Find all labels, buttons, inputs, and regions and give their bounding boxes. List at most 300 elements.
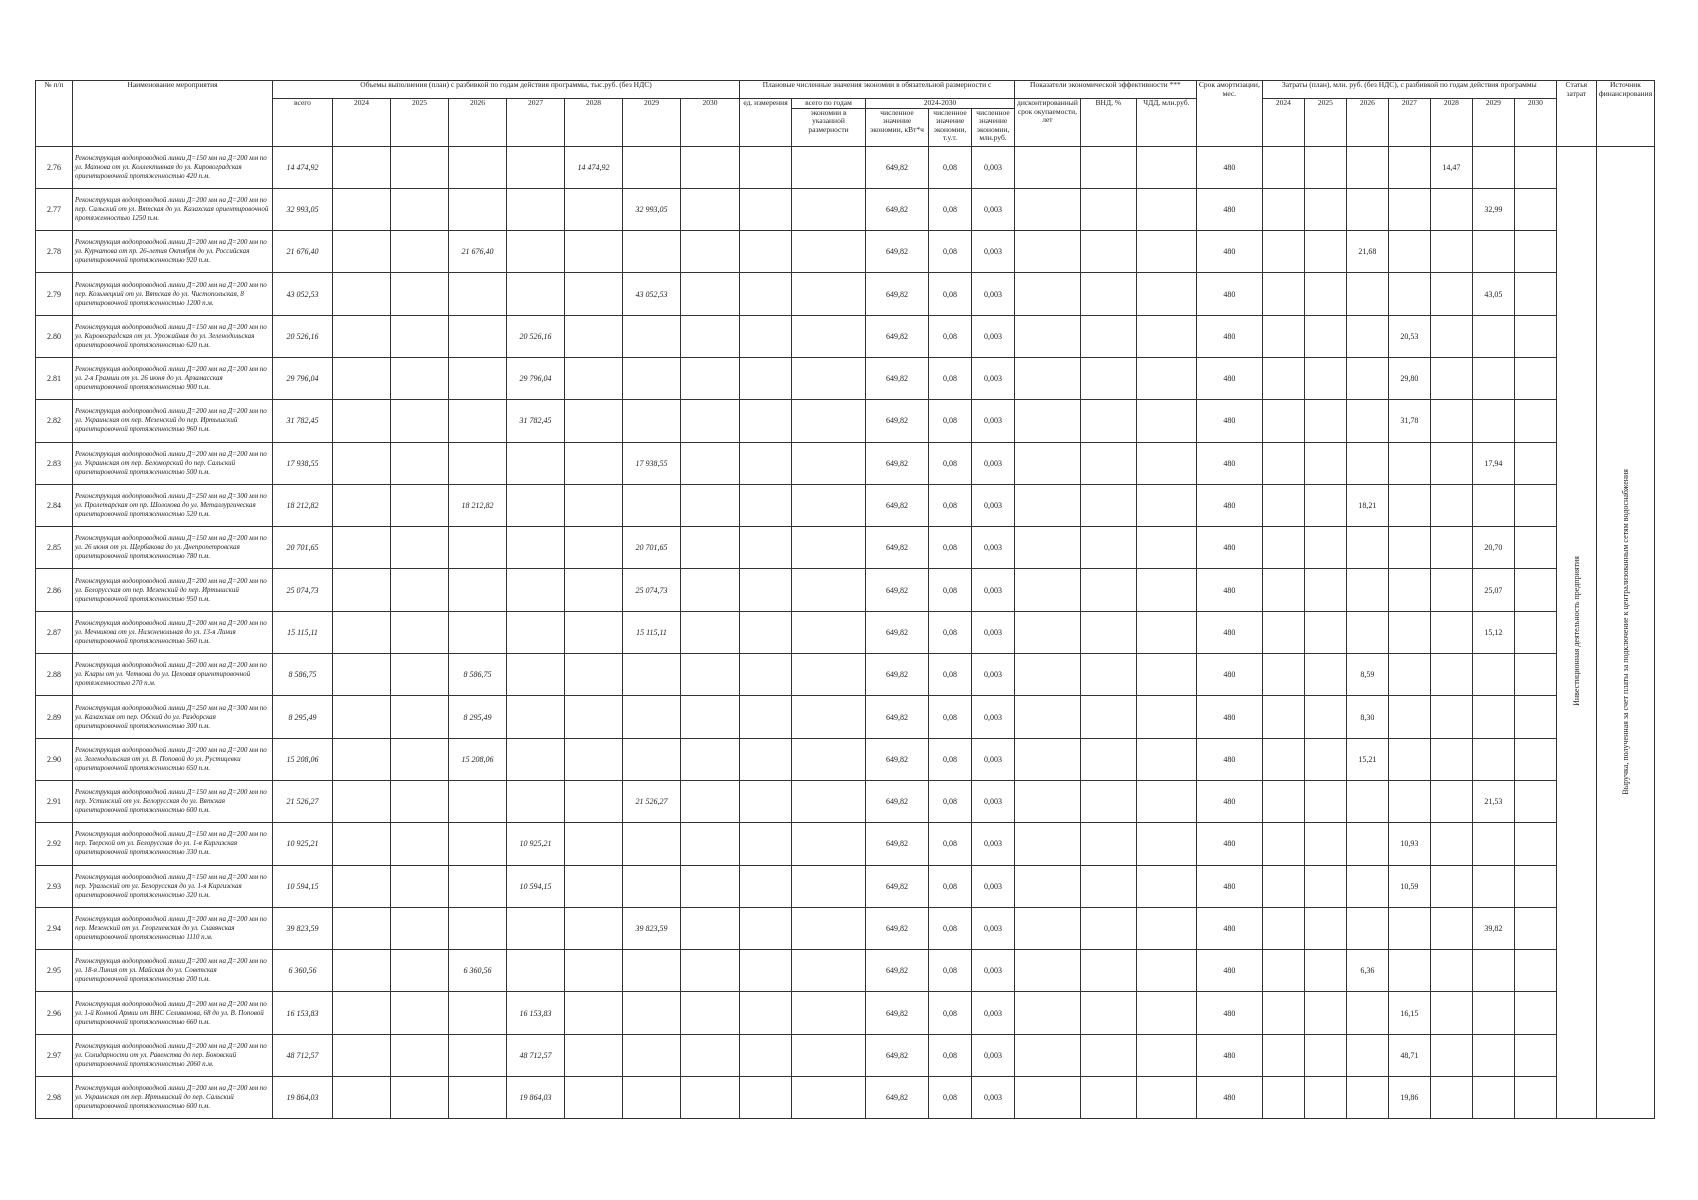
row-all-years [792, 442, 866, 484]
header-article: Статья затрат [1556, 81, 1596, 147]
row-amort: 480 [1196, 146, 1262, 188]
row-irr [1080, 400, 1136, 442]
row-tut: 0,08 [929, 611, 972, 653]
row-year-empty [391, 992, 449, 1034]
row-cost-empty [1472, 357, 1514, 399]
row-year-value: 39 823,59 [623, 907, 681, 949]
row-name: Реконструкция водопроводной линии Д=200 мм на Д=200 мм по ул. Клары от ул. Четвова до ул. Цеховая ориентировочной протяженностью 270 п.м. [73, 654, 273, 696]
row-cost-empty [1304, 1077, 1346, 1119]
row-irr [1080, 738, 1136, 780]
row-cost-empty [1262, 231, 1304, 273]
row-mln: 0,003 [972, 442, 1015, 484]
row-cost-empty [1262, 950, 1304, 992]
row-mln: 0,003 [972, 146, 1015, 188]
row-number: 2.84 [36, 484, 73, 526]
row-cost-empty [1262, 569, 1304, 611]
row-cost-empty [1388, 527, 1430, 569]
row-cost-empty [1430, 231, 1472, 273]
row-number: 2.80 [36, 315, 73, 357]
header-total: всего [273, 99, 333, 147]
row-year-empty [333, 1034, 391, 1076]
row-total: 16 153,83 [273, 992, 333, 1034]
row-year-value: 43 052,53 [623, 273, 681, 315]
row-cost-empty [1514, 950, 1556, 992]
row-cost-empty [1430, 1077, 1472, 1119]
row-total: 32 993,05 [273, 188, 333, 230]
row-mln: 0,003 [972, 950, 1015, 992]
row-npv [1136, 569, 1196, 611]
row-year-empty [391, 696, 449, 738]
row-year-empty [391, 188, 449, 230]
row-year-empty [333, 484, 391, 526]
row-year-empty [333, 907, 391, 949]
row-tut: 0,08 [929, 569, 972, 611]
row-number: 2.86 [36, 569, 73, 611]
row-npv [1136, 696, 1196, 738]
row-total: 10 594,15 [273, 865, 333, 907]
row-cost-empty [1346, 400, 1388, 442]
row-year-empty [449, 907, 507, 949]
row-irr [1080, 146, 1136, 188]
row-cost-empty [1262, 1077, 1304, 1119]
row-cost-value: 16,15 [1388, 992, 1430, 1034]
row-unit [740, 188, 792, 230]
row-year-value: 25 074,73 [623, 569, 681, 611]
row-cost-empty [1514, 357, 1556, 399]
header-year-2030: 2030 [681, 99, 740, 147]
row-irr [1080, 1034, 1136, 1076]
row-cost-empty [1346, 907, 1388, 949]
row-cost-empty [1304, 823, 1346, 865]
row-cost-empty [1514, 400, 1556, 442]
row-kwh: 649,82 [866, 146, 929, 188]
row-cost-empty [1514, 146, 1556, 188]
row-all-years [792, 357, 866, 399]
row-amort: 480 [1196, 231, 1262, 273]
row-total: 21 676,40 [273, 231, 333, 273]
row-number: 2.92 [36, 823, 73, 865]
row-cost-empty [1304, 357, 1346, 399]
row-name: Реконструкция водопроводной линии Д=200 мм на Д=200 мм по ул. Белорусская от пер. Мезенский до пер. Иртышский ориентировочной протяженностью 950 п.м. [73, 569, 273, 611]
row-unit [740, 992, 792, 1034]
row-cost-value: 18,21 [1346, 484, 1388, 526]
row-cost-empty [1346, 527, 1388, 569]
row-irr [1080, 1077, 1136, 1119]
row-total: 18 212,82 [273, 484, 333, 526]
row-year-value: 8 295,49 [449, 696, 507, 738]
row-year-empty [449, 569, 507, 611]
row-number: 2.89 [36, 696, 73, 738]
row-kwh: 649,82 [866, 484, 929, 526]
row-year-empty [681, 907, 740, 949]
row-npv [1136, 611, 1196, 653]
row-year-empty [333, 823, 391, 865]
row-year-value: 14 474,92 [565, 146, 623, 188]
row-name: Реконструкция водопроводной линии Д=200 мм на Д=200 мм по пер. Козьмецкий от ул. Вятская до ул. Чистопольская, 8 ориентировочной протяженностью 1200 п.м. [73, 273, 273, 315]
row-cost-empty [1262, 527, 1304, 569]
row-cost-empty [1346, 442, 1388, 484]
row-year-value: 21 526,27 [623, 780, 681, 822]
row-year-empty [623, 823, 681, 865]
row-unit [740, 823, 792, 865]
row-number: 2.94 [36, 907, 73, 949]
row-year-value: 48 712,57 [507, 1034, 565, 1076]
row-cost-empty [1514, 907, 1556, 949]
row-year-empty [681, 569, 740, 611]
row-irr [1080, 357, 1136, 399]
row-cost-empty [1346, 1077, 1388, 1119]
row-year-value: 16 153,83 [507, 992, 565, 1034]
header-irr: ВНД, % [1080, 99, 1136, 147]
row-year-empty [449, 146, 507, 188]
row-total: 15 208,06 [273, 738, 333, 780]
row-cost-empty [1388, 780, 1430, 822]
row-mln: 0,003 [972, 823, 1015, 865]
row-cost-value: 6,36 [1346, 950, 1388, 992]
table-row [36, 569, 1655, 611]
row-number: 2.96 [36, 992, 73, 1034]
row-irr [1080, 654, 1136, 696]
header-val-mln: численное значение экономии, млн.руб. [972, 108, 1015, 146]
row-name: Реконструкция водопроводной линии Д=250 мм на Д=300 мм по ул. Пролетарская от пр. Шолохова до ул. Металлургическая ориентировочной протяженностью 520 п.м. [73, 484, 273, 526]
header-cost-2026: 2026 [1346, 99, 1388, 147]
row-year-empty [449, 357, 507, 399]
row-irr [1080, 865, 1136, 907]
row-cost-empty [1262, 442, 1304, 484]
row-year-value: 8 586,75 [449, 654, 507, 696]
row-irr [1080, 780, 1136, 822]
row-year-empty [449, 273, 507, 315]
row-year-empty [391, 738, 449, 780]
row-cost-empty [1388, 611, 1430, 653]
header-num: № п/п [36, 81, 73, 147]
table-row [36, 188, 1655, 230]
row-amort: 480 [1196, 823, 1262, 865]
row-unit [740, 865, 792, 907]
row-cost-empty [1304, 569, 1346, 611]
row-name: Реконструкция водопроводной линии Д=200 мм на Д=200 мм по ул. Мечникова от ул. Нижненольная до ул. 13-я Линия ориентировочной протяженностью 560 п.м. [73, 611, 273, 653]
row-cost-empty [1514, 273, 1556, 315]
row-cost-empty [1388, 484, 1430, 526]
row-total: 8 586,75 [273, 654, 333, 696]
row-year-empty [449, 1077, 507, 1119]
row-year-value: 18 212,82 [449, 484, 507, 526]
row-total: 25 074,73 [273, 569, 333, 611]
table-row [36, 231, 1655, 273]
row-amort: 480 [1196, 950, 1262, 992]
row-cost-empty [1262, 611, 1304, 653]
row-number: 2.79 [36, 273, 73, 315]
row-year-empty [565, 907, 623, 949]
row-cost-empty [1430, 273, 1472, 315]
row-mln: 0,003 [972, 696, 1015, 738]
row-year-empty [507, 780, 565, 822]
row-cost-empty [1262, 696, 1304, 738]
row-irr [1080, 231, 1136, 273]
row-year-empty [449, 442, 507, 484]
row-year-empty [681, 611, 740, 653]
header-amort: Срок амортизации, мес. [1196, 81, 1262, 147]
row-npv [1136, 865, 1196, 907]
row-year-empty [623, 1034, 681, 1076]
row-cost-empty [1304, 188, 1346, 230]
row-kwh: 649,82 [866, 780, 929, 822]
row-kwh: 649,82 [866, 357, 929, 399]
row-year-empty [507, 611, 565, 653]
row-kwh: 649,82 [866, 865, 929, 907]
row-year-empty [333, 400, 391, 442]
row-year-empty [333, 273, 391, 315]
row-cost-empty [1262, 780, 1304, 822]
row-year-empty [391, 527, 449, 569]
row-cost-empty [1262, 907, 1304, 949]
row-all-years [792, 611, 866, 653]
row-unit [740, 273, 792, 315]
row-cost-empty [1304, 696, 1346, 738]
row-year-empty [507, 146, 565, 188]
row-cost-empty [1388, 738, 1430, 780]
table-row [36, 357, 1655, 399]
row-year-empty [333, 738, 391, 780]
row-year-empty [681, 273, 740, 315]
row-year-value: 20 526,16 [507, 315, 565, 357]
row-kwh: 649,82 [866, 823, 929, 865]
row-kwh: 649,82 [866, 442, 929, 484]
row-year-empty [333, 865, 391, 907]
row-all-years [792, 569, 866, 611]
row-cost-empty [1430, 654, 1472, 696]
row-year-empty [391, 569, 449, 611]
row-year-empty [681, 527, 740, 569]
row-unit [740, 146, 792, 188]
row-year-empty [391, 1034, 449, 1076]
row-year-value: 19 864,03 [507, 1077, 565, 1119]
row-unit [740, 231, 792, 273]
row-unit [740, 315, 792, 357]
header-cost-2029: 2029 [1472, 99, 1514, 147]
row-npv [1136, 188, 1196, 230]
row-year-empty [507, 950, 565, 992]
row-year-value: 20 701,65 [623, 527, 681, 569]
row-cost-empty [1346, 273, 1388, 315]
row-year-empty [565, 527, 623, 569]
row-year-empty [681, 1077, 740, 1119]
row-year-empty [391, 950, 449, 992]
row-year-empty [681, 865, 740, 907]
row-year-empty [565, 357, 623, 399]
row-kwh: 649,82 [866, 907, 929, 949]
row-cost-empty [1472, 1077, 1514, 1119]
row-year-value: 29 796,04 [507, 357, 565, 399]
row-year-empty [681, 231, 740, 273]
row-amort: 480 [1196, 992, 1262, 1034]
row-year-empty [391, 823, 449, 865]
row-npv [1136, 654, 1196, 696]
row-tut: 0,08 [929, 1034, 972, 1076]
row-cost-value: 19,86 [1388, 1077, 1430, 1119]
row-cost-empty [1472, 696, 1514, 738]
row-year-empty [681, 442, 740, 484]
row-kwh: 649,82 [866, 315, 929, 357]
row-year-empty [391, 400, 449, 442]
row-cost-empty [1304, 400, 1346, 442]
row-year-empty [565, 823, 623, 865]
row-discount [1015, 188, 1081, 230]
row-npv [1136, 780, 1196, 822]
row-cost-value: 39,82 [1472, 907, 1514, 949]
row-year-value: 32 993,05 [623, 188, 681, 230]
row-year-empty [681, 484, 740, 526]
row-cost-empty [1304, 231, 1346, 273]
row-year-empty [623, 865, 681, 907]
row-npv [1136, 484, 1196, 526]
row-number: 2.95 [36, 950, 73, 992]
row-cost-empty [1262, 484, 1304, 526]
row-total: 20 526,16 [273, 315, 333, 357]
row-year-value: 6 360,56 [449, 950, 507, 992]
row-name: Реконструкция водопроводной линии Д=250 мм на Д=300 мм по ул. Казахская от пер. Обский до ул. Раздорская ориентировочной протяженностью 300 п.м. [73, 696, 273, 738]
row-cost-empty [1346, 188, 1388, 230]
row-discount [1015, 611, 1081, 653]
row-cost-empty [1430, 484, 1472, 526]
row-tut: 0,08 [929, 738, 972, 780]
row-number: 2.91 [36, 780, 73, 822]
row-year-empty [449, 400, 507, 442]
row-year-empty [565, 611, 623, 653]
row-name: Реконструкция водопроводной линии Д=200 мм на Д=200 мм по ул. Украинская от пер. Беломорский до пер. Сальский ориентировочной протяженностью 500 п.м. [73, 442, 273, 484]
row-unit [740, 1034, 792, 1076]
row-year-value: 15 208,06 [449, 738, 507, 780]
row-cost-empty [1514, 654, 1556, 696]
row-year-empty [623, 400, 681, 442]
row-year-empty [565, 696, 623, 738]
row-cost-empty [1346, 611, 1388, 653]
header-cost-2028: 2028 [1430, 99, 1472, 147]
row-cost-empty [1304, 738, 1346, 780]
row-cost-empty [1304, 442, 1346, 484]
row-number: 2.81 [36, 357, 73, 399]
row-year-empty [623, 738, 681, 780]
row-cost-empty [1472, 865, 1514, 907]
table-row [36, 400, 1655, 442]
row-amort: 480 [1196, 315, 1262, 357]
row-cost-empty [1262, 188, 1304, 230]
row-year-empty [507, 442, 565, 484]
row-npv [1136, 1077, 1196, 1119]
table-row [36, 823, 1655, 865]
row-mln: 0,003 [972, 484, 1015, 526]
row-cost-empty [1262, 146, 1304, 188]
row-mln: 0,003 [972, 400, 1015, 442]
header-discount: дисконтированный срок окупаемости, лет [1015, 99, 1081, 147]
source-text: Выручка, полученная за счет платы за подключение к централизованным сетям водоснабжения [1620, 468, 1630, 795]
row-mln: 0,003 [972, 188, 1015, 230]
row-npv [1136, 400, 1196, 442]
row-all-years [792, 315, 866, 357]
row-unit [740, 527, 792, 569]
row-cost-value: 17,94 [1472, 442, 1514, 484]
row-kwh: 649,82 [866, 569, 929, 611]
row-npv [1136, 146, 1196, 188]
row-mln: 0,003 [972, 865, 1015, 907]
row-year-empty [565, 1077, 623, 1119]
row-discount [1015, 315, 1081, 357]
row-irr [1080, 188, 1136, 230]
row-cost-empty [1346, 1034, 1388, 1076]
row-year-empty [333, 315, 391, 357]
row-name: Реконструкция водопроводной линии Д=200 мм на Д=200 мм по ул. Солидарности от ул. Равенства до пер. Боковский ориентировочной протяженностью 2060 п.м. [73, 1034, 273, 1076]
row-cost-empty [1472, 654, 1514, 696]
row-amort: 480 [1196, 611, 1262, 653]
row-cost-empty [1514, 442, 1556, 484]
row-cost-empty [1430, 611, 1472, 653]
row-total: 19 864,03 [273, 1077, 333, 1119]
row-year-empty [565, 865, 623, 907]
row-amort: 480 [1196, 442, 1262, 484]
row-year-empty [333, 696, 391, 738]
row-amort: 480 [1196, 1034, 1262, 1076]
article-text: Инвестиционная деятельность предприятия [1571, 556, 1581, 707]
row-year-empty [333, 654, 391, 696]
row-number: 2.88 [36, 654, 73, 696]
row-amort: 480 [1196, 780, 1262, 822]
row-year-empty [333, 146, 391, 188]
header-cost-2024: 2024 [1262, 99, 1304, 147]
row-cost-value: 20,53 [1388, 315, 1430, 357]
program-table [35, 80, 1655, 1119]
row-year-value: 17 938,55 [623, 442, 681, 484]
row-year-empty [333, 950, 391, 992]
row-npv [1136, 527, 1196, 569]
row-irr [1080, 569, 1136, 611]
row-year-empty [565, 315, 623, 357]
row-mln: 0,003 [972, 780, 1015, 822]
row-unit [740, 738, 792, 780]
row-cost-empty [1388, 569, 1430, 611]
row-cost-empty [1514, 823, 1556, 865]
table-row [36, 527, 1655, 569]
row-mln: 0,003 [972, 569, 1015, 611]
row-number: 2.93 [36, 865, 73, 907]
row-all-years [792, 527, 866, 569]
row-year-empty [681, 146, 740, 188]
row-cost-value: 43,05 [1472, 273, 1514, 315]
row-year-empty [333, 1077, 391, 1119]
row-name: Реконструкция водопроводной линии Д=200 мм на Д=200 мм по ул. Украинская от пер. Мезенский до пер. Иртышский ориентировочной протяженностью 960 п.м. [73, 400, 273, 442]
row-mln: 0,003 [972, 1077, 1015, 1119]
row-kwh: 649,82 [866, 1034, 929, 1076]
row-cost-empty [1346, 992, 1388, 1034]
row-year-empty [333, 780, 391, 822]
header-year-2025: 2025 [391, 99, 449, 147]
row-cost-empty [1346, 146, 1388, 188]
row-all-years [792, 273, 866, 315]
row-cost-value: 8,59 [1346, 654, 1388, 696]
row-all-years [792, 907, 866, 949]
row-year-empty [391, 865, 449, 907]
row-cost-empty [1430, 442, 1472, 484]
row-irr [1080, 950, 1136, 992]
row-tut: 0,08 [929, 146, 972, 188]
header-val-tut: численное значение экономии, т.у.т. [929, 108, 972, 146]
header-period: 2024-2030 [866, 99, 1015, 109]
header-all-years: всего по годам [792, 99, 866, 109]
row-discount [1015, 1034, 1081, 1076]
row-cost-value: 21,68 [1346, 231, 1388, 273]
row-tut: 0,08 [929, 654, 972, 696]
row-name: Реконструкция водопроводной линии Д=150 мм на Д=200 мм по пер. Уральский от ул. Белорусская до ул. 1-я Киргизская ориентировочной протяженностью 320 п.м. [73, 865, 273, 907]
row-year-empty [507, 231, 565, 273]
